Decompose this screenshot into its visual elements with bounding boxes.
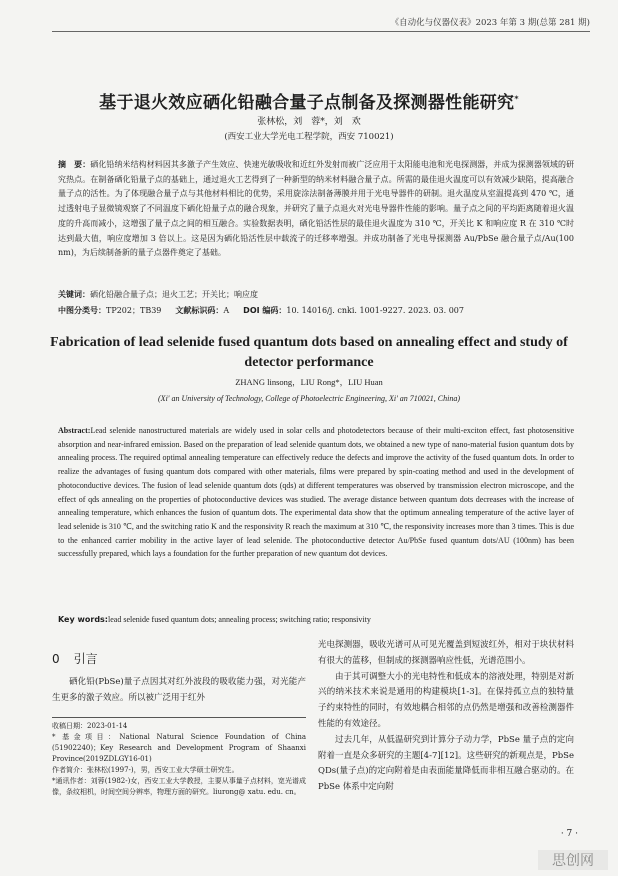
english-authors: ZHANG linsong，LIU Rong*，LIU Huan [235, 377, 383, 387]
chinese-keywords [58, 289, 574, 300]
doi-value: 10. 14016/j. cnki. 1001-9227. 2023. 03. 007 [286, 306, 464, 315]
page-number: · 7 · [560, 829, 578, 839]
chinese-authors: 张林松，刘 蓉*，刘 欢 [257, 117, 361, 127]
section-title: 引言 [73, 652, 98, 666]
classification-line [58, 305, 574, 316]
right-paragraph-2: 由于其可调整大小的光电特性和低成本的溶液处理，特别是对新兴的纳米技术来说是通用的构建模块[1-3]。在保持孤立点的独特量子约束特性的同时，有效地耦合相邻的点仍然是增强和改善检测器件性能的有效途径。 [318, 671, 574, 729]
watermark-text: 思创网 [552, 853, 594, 869]
right-column [318, 638, 574, 796]
footnote-received: 收稿日期：2023-01-14 [52, 722, 128, 730]
document-code [175, 305, 229, 316]
watermark-logo [538, 850, 608, 870]
chinese-affiliation: (西安工业大学光电工程学院，西安 710021) [224, 132, 394, 142]
doi [243, 305, 464, 316]
english-keywords-text: lead selenide fused quantum dots; annealing process; switching ratio; responsivity [108, 615, 371, 624]
document-code-value: A [223, 306, 230, 315]
english-abstract [58, 424, 574, 561]
chinese-abstract [58, 158, 574, 261]
clc-value: TP202；TB39 [106, 306, 162, 315]
english-keywords-label: Key words: [58, 615, 109, 624]
chinese-abstract-text: 硒化铅纳米结构材料因其多激子产生效应、快速光敏吸收和近红外发射而被广泛应用于太阳能电池和光电探测器，并成为探测器领域的研究热点。在制备硒化铅量子点的基础上，通过退火工艺得到了一种新型的纳米材料融合量子点。所需的最佳退火温度可以有效减少缺陷，提高融合量子点的活性。为了体现融合量子点与其他材料相比的优势，采用旋涂法制备薄膜并用于光电导器件的研制。退火温度从室温提高到 470 ℃，通过透射电子显微镜观察了不同温度下硒化铅量子点的融合现象，并研究了量子点退火对光电导器件性能的影响。量子点之间的平均距离随着退火温度的升高而减小，这增强了量子点之间的相互融合。实验数据表明，硒化铅活性层的最佳退火温度为 310 ℃，开关比 K 和响应度 R 在 310 ℃时达到最大值，响应度增加 3 倍以上。这是因为硒化铅活性层中载流子的迁移率增强。并成功制备了光电导探测器 Au/PbSe 融合量子点/Au(100 nm)，为后续制备新的量子点器件奠定了基础。 [58, 160, 575, 258]
section-number: 0 [52, 652, 60, 666]
intro-paragraph: 硒化铅(PbSe)量子点因其对红外波段的吸收能力强，对光能产生更多的激子效应。所以被广泛用于红外 [52, 677, 306, 703]
running-header: 《自动化与仪器仪表》2023 年第 3 期(总第 281 期) [390, 18, 590, 28]
english-abstract-text: Lead selenide nanostructured materials are widely used in solar cells and photodetectors because of their multi-exciton effect, fast photosensitive absorption and near-infrared emission. Based on the preparation of lead selenide quantum dots, we obtained a new type of nano-material fusion quantum dots by annealing process. The required optimal annealing temperature can effectively reduce the defects and improve the activity of the fused quantum dots. In order to realize the advantages of fusing quantum dots compared with other materials, films were prepared by spin-coating method and used in the development of photoconductive devices. The fusion of lead selenide quantum dots (qds) at different temperatures was observed by transmission electron microscope, and the effect of qds annealing on the properties of photoconductive devices was studied. The average distance between quantum dots decreases with the increase of annealing temperature, which enhances the fusion of quantum dots. The experimental data show that the optimum annealing temperature of the active layer of lead selenide is 310 ℃, and the switching ratio K and the responsivity R reach the maximum at 310 ℃, the responsivity increases more than 3 times. This is due to the enhanced carrier mobility in the active layer of lead selenide. The photoconductive detector Au/PbSe fused quantum dots/AU (100nm) has been successfully prepared, which lays a foundation for the further preparation of new quantum dot devices. [58, 426, 574, 559]
clc-label: 中图分类号： [58, 306, 106, 315]
left-column [52, 650, 306, 707]
footnote-funding: * 基金项目：National Natural Science Foundation of China (51902240)；Key Research and Development Program of Shaanxi Province(2019ZDLGY16-01) [52, 733, 306, 763]
chinese-keywords-label: 关键词： [58, 290, 90, 299]
footnotes [52, 721, 306, 798]
chinese-abstract-label: 摘 要： [58, 160, 91, 169]
footnote-corresponding-author: *通讯作者：刘蓉(1982-)女，西安工业大学教授，主要从事量子点材料，宽光谱成像，条纹相机，时间空间分辨率，物理方面的研究。liurong@ xatu. edu. cn。 [52, 777, 306, 796]
right-paragraph-3: 过去几年，从低温研究到计算分子动力学，PbSe 量子点的定向附着一直是众多研究的主题[4-7][12]。这些研究的新观点是，PbSe QDs(量子点)的定向附着是由表面能量降低而非相互融合驱动的。在 PbSe 体系中定向附 [318, 734, 574, 793]
right-paragraph-1: 光电探测器，吸收光谱可从可见光覆盖到短波红外，相对于块状材料有很大的蓝移，但制成的探测器响应性低，光谱范围小。 [318, 640, 574, 666]
title-footnote-mark: * [514, 94, 519, 104]
section-heading [52, 650, 306, 667]
english-abstract-label: Abstract: [58, 426, 91, 435]
doi-label: DOI 编码： [243, 306, 287, 315]
english-keywords [58, 615, 574, 624]
document-code-label: 文献标识码： [175, 306, 224, 315]
clc-code [58, 305, 161, 316]
chinese-keywords-text: 硒化铅融合量子点；退火工艺；开关比；响应度 [90, 290, 258, 299]
footnote-rule [52, 717, 306, 718]
english-affiliation: (Xi' an University of Technology, College of Photoelectric Engineering, Xi' an 710021, China) [158, 394, 460, 403]
english-title: Fabrication of lead selenide fused quantum dots based on annealing effect and study of detector performance [50, 335, 568, 370]
footnote-author-bio: 作者简介：张林松(1997-)，男，西安工业大学硕士研究生。 [52, 766, 239, 774]
header-rule [52, 31, 590, 32]
chinese-title [0, 88, 618, 113]
chinese-title-text: 基于退火效应硒化铅融合量子点制备及探测器性能研究 [99, 93, 515, 113]
